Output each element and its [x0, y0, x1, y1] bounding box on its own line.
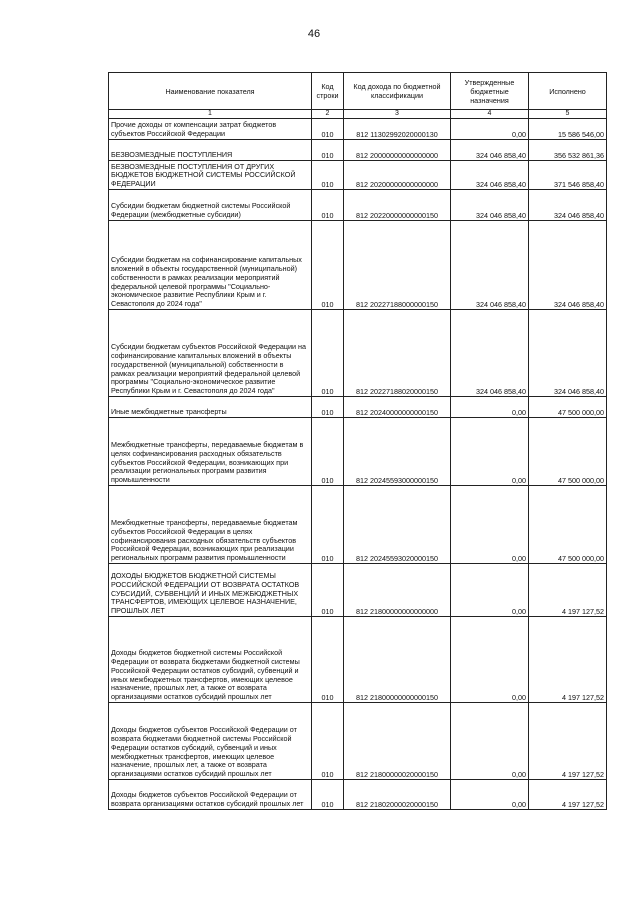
row-name: Межбюджетные трансферты, передаваемые бюджетам субъектов Российской Федерации в целях софинансирования расходных обязательств субъектов Российской Федерации, возникающих при реализации региональных программ развития промышленности — [109, 486, 312, 564]
header-income-code: Код дохода по бюджетной классификации — [344, 73, 451, 110]
column-number-row — [109, 110, 607, 119]
row-income-code: 812 20245593020000150 — [344, 486, 451, 564]
table-row — [109, 564, 607, 617]
row-income-code: 812 20240000000000150 — [344, 397, 451, 418]
table-row — [109, 397, 607, 418]
column-number: 1 — [109, 110, 312, 119]
row-name: Межбюджетные трансферты, передаваемые бюджетам в целях софинансирования расходных обязательств субъектов Российской Федерации, возникающих при реализации региональных программ развития промышленности — [109, 418, 312, 486]
row-income-code: 812 21800000000000000 — [344, 564, 451, 617]
income-report-table — [108, 72, 607, 810]
row-income-code: 812 20227188020000150 — [344, 310, 451, 397]
row-approved: 324 046 858,40 — [451, 221, 529, 310]
row-name: Субсидии бюджетам бюджетной системы Российской Федерации (межбюджетные субсидии) — [109, 190, 312, 221]
header-name: Наименование показателя — [109, 73, 312, 110]
column-number: 5 — [529, 110, 607, 119]
row-approved: 0,00 — [451, 703, 529, 780]
row-name: БЕЗВОЗМЕЗДНЫЕ ПОСТУПЛЕНИЯ ОТ ДРУГИХ БЮДЖЕТОВ БЮДЖЕТНОЙ СИСТЕМЫ РОССИЙСКОЙ ФЕДЕРАЦИИ — [109, 161, 312, 190]
table-row — [109, 310, 607, 397]
table-row — [109, 780, 607, 810]
row-executed: 356 532 861,36 — [529, 140, 607, 161]
row-line-code: 010 — [312, 564, 344, 617]
row-income-code: 812 11302992020000130 — [344, 119, 451, 140]
row-executed: 371 546 858,40 — [529, 161, 607, 190]
row-approved: 324 046 858,40 — [451, 140, 529, 161]
row-line-code: 010 — [312, 486, 344, 564]
row-executed: 4 197 127,52 — [529, 780, 607, 810]
row-line-code: 010 — [312, 161, 344, 190]
header-approved: Утвержденные бюджетные назначения — [451, 73, 529, 110]
row-income-code: 812 21802000020000150 — [344, 780, 451, 810]
table-row — [109, 190, 607, 221]
row-executed: 47 500 000,00 — [529, 486, 607, 564]
column-number: 3 — [344, 110, 451, 119]
row-approved: 324 046 858,40 — [451, 190, 529, 221]
header-executed: Исполнено — [529, 73, 607, 110]
row-income-code: 812 21800000000000150 — [344, 617, 451, 703]
column-number: 4 — [451, 110, 529, 119]
row-name: Субсидии бюджетам субъектов Российской Федерации на софинансирование капитальных вложений в объекты государственной (муниципальной) собственности в рамках реализации мероприятий федеральной целевой программы "Социально-экономическое развитие Республики Крым и г. Севастополя до 2024 года" — [109, 310, 312, 397]
row-income-code: 812 20227188000000150 — [344, 221, 451, 310]
header-line-code: Код строки — [312, 73, 344, 110]
row-income-code: 812 20000000000000000 — [344, 140, 451, 161]
row-line-code: 010 — [312, 140, 344, 161]
row-line-code: 010 — [312, 617, 344, 703]
row-approved: 324 046 858,40 — [451, 310, 529, 397]
row-approved: 0,00 — [451, 119, 529, 140]
row-name: Доходы бюджетов бюджетной системы Российской Федерации от возврата бюджетами бюджетной системы Российской Федерации остатков субсидий, субвенций и иных межбюджетных трансфертов, имеющих целевое назначение, прошлых лет, а также от возврата организациями остатков субсидий прошлых лет — [109, 617, 312, 703]
row-income-code: 812 20200000000000000 — [344, 161, 451, 190]
table-row — [109, 418, 607, 486]
row-line-code: 010 — [312, 119, 344, 140]
row-line-code: 010 — [312, 190, 344, 221]
row-line-code: 010 — [312, 418, 344, 486]
row-income-code: 812 20245593000000150 — [344, 418, 451, 486]
row-income-code: 812 20220000000000150 — [344, 190, 451, 221]
row-approved: 0,00 — [451, 418, 529, 486]
row-name: Субсидии бюджетам на софинансирование капитальных вложений в объекты государственной (муниципальной) собственности в рамках реализации мероприятий федеральной целевой программы "Социально-экономическое развитие Республики Крым и г. Севастополя до 2024 года" — [109, 221, 312, 310]
row-line-code: 010 — [312, 310, 344, 397]
row-approved: 0,00 — [451, 780, 529, 810]
row-approved: 324 046 858,40 — [451, 161, 529, 190]
table-row — [109, 617, 607, 703]
table-row — [109, 221, 607, 310]
row-line-code: 010 — [312, 703, 344, 780]
row-line-code: 010 — [312, 221, 344, 310]
row-executed: 15 586 546,00 — [529, 119, 607, 140]
row-executed: 324 046 858,40 — [529, 310, 607, 397]
row-name: Доходы бюджетов субъектов Российской Федерации от возврата организациями остатков субсидий прошлых лет — [109, 780, 312, 810]
row-line-code: 010 — [312, 397, 344, 418]
table-row — [109, 486, 607, 564]
row-approved: 0,00 — [451, 397, 529, 418]
row-executed: 324 046 858,40 — [529, 221, 607, 310]
row-executed: 324 046 858,40 — [529, 190, 607, 221]
table-row — [109, 140, 607, 161]
row-executed: 4 197 127,52 — [529, 564, 607, 617]
row-approved: 0,00 — [451, 564, 529, 617]
row-name: Иные межбюджетные трансферты — [109, 397, 312, 418]
page-number: 46 — [307, 28, 321, 40]
row-name: БЕЗВОЗМЕЗДНЫЕ ПОСТУПЛЕНИЯ — [109, 140, 312, 161]
row-executed: 47 500 000,00 — [529, 397, 607, 418]
row-income-code: 812 21800000020000150 — [344, 703, 451, 780]
table-header-row — [109, 73, 607, 110]
row-approved: 0,00 — [451, 486, 529, 564]
row-name: Прочие доходы от компенсации затрат бюджетов субъектов Российской Федерации — [109, 119, 312, 140]
row-executed: 4 197 127,52 — [529, 617, 607, 703]
row-line-code: 010 — [312, 780, 344, 810]
column-number: 2 — [312, 110, 344, 119]
table-row — [109, 119, 607, 140]
row-name: ДОХОДЫ БЮДЖЕТОВ БЮДЖЕТНОЙ СИСТЕМЫ РОССИЙСКОЙ ФЕДЕРАЦИИ ОТ ВОЗВРАТА ОСТАТКОВ СУБСИДИЙ, СУБВЕНЦИЙ И ИНЫХ МЕЖБЮДЖЕТНЫХ ТРАНСФЕРТОВ, ИМЕЮЩИХ ЦЕЛЕВОЕ НАЗНАЧЕНИЕ, ПРОШЛЫХ ЛЕТ — [109, 564, 312, 617]
row-executed: 47 500 000,00 — [529, 418, 607, 486]
row-name: Доходы бюджетов субъектов Российской Федерации от возврата бюджетами бюджетной системы Российской Федерации остатков субсидий, субвенций и иных межбюджетных трансфертов, имеющих целевое назначение, прошлых лет, а также от возврата организациями остатков субсидий прошлых лет — [109, 703, 312, 780]
table-row — [109, 703, 607, 780]
table-row — [109, 161, 607, 190]
row-approved: 0,00 — [451, 617, 529, 703]
row-executed: 4 197 127,52 — [529, 703, 607, 780]
